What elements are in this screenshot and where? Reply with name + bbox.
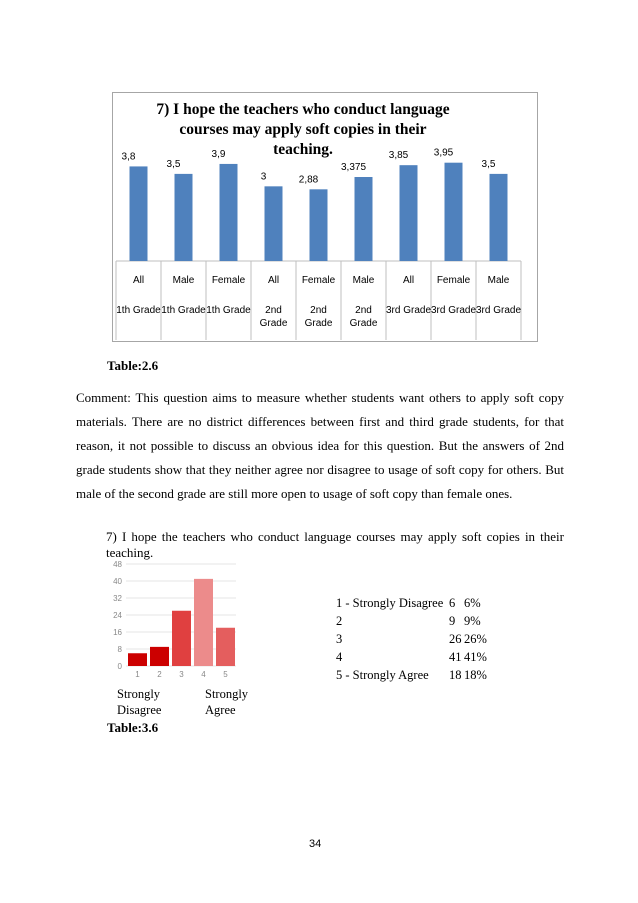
bar — [490, 174, 508, 261]
comment-line-1: Comment: This question aims to measure whether students want others to apply soft copy — [76, 390, 564, 405]
category-sub-label: Male — [487, 275, 510, 286]
category-sub-label: Female — [436, 275, 471, 286]
stat-count: 18 — [449, 668, 462, 682]
stat-percent: 18% — [464, 668, 487, 682]
bar-value-label: 3,5 — [166, 158, 181, 170]
category-group-label: 1th Grade — [206, 305, 251, 316]
chart-title-line-3: teaching. — [273, 141, 333, 158]
table-caption-2: Table:3.6 — [107, 720, 159, 735]
bar-value-label: 2,88 — [298, 174, 319, 186]
scale-label-right — [205, 686, 248, 718]
bar-value-label: 3,375 — [340, 162, 367, 173]
stat-label: 4 — [336, 650, 343, 664]
bar-value-label: 3,8 — [121, 151, 136, 163]
bar — [220, 164, 238, 261]
category-group-label: 2nd — [265, 305, 282, 316]
chart-title-line-2: courses may apply soft copies in their — [179, 121, 427, 138]
bar-value-label: 3 — [260, 171, 267, 183]
category-group-label: 2nd — [310, 305, 327, 316]
comment-line-4: grade students show that they neither agree nor disagree to usage of soft copy for others. But — [76, 462, 564, 477]
category-group-label: 2nd — [355, 305, 372, 316]
comment-line-5: male of the second grade are still more open to usage of soft copy than female ones. — [76, 486, 513, 501]
bar — [194, 579, 213, 666]
category-group-label: 1th Grade — [161, 305, 206, 316]
category-sub-label: Male — [352, 275, 375, 286]
bar — [172, 611, 191, 666]
category-group-label: Grade — [349, 318, 378, 329]
stat-percent: 9% — [464, 614, 481, 628]
comment-line-2: materials. There are no district differences between first and third grade students, for that — [76, 414, 564, 429]
table-caption-1: Table:2.6 — [107, 358, 159, 373]
question-line-2: teaching. — [106, 545, 154, 560]
category-group-label: Grade — [259, 318, 288, 329]
chart-title-line-1: 7) I hope the teachers who conduct language — [156, 101, 450, 118]
category-sub-label: All — [267, 275, 280, 286]
bar — [175, 174, 193, 261]
scale-left-line: Strongly — [117, 687, 161, 701]
bar — [400, 165, 418, 261]
bar — [216, 628, 235, 666]
category-sub-label: Male — [172, 275, 195, 286]
stat-label: 1 - Strongly Disagree — [336, 596, 444, 610]
y-tick-label: 48 — [113, 560, 122, 569]
scale-left-line: Disagree — [117, 703, 162, 717]
category-sub-label: Female — [301, 275, 336, 286]
category-group-label: Grade — [304, 318, 333, 329]
bar — [445, 163, 463, 261]
stat-label: 5 - Strongly Agree — [336, 668, 429, 682]
category-sub-label: All — [132, 275, 145, 286]
stat-count: 9 — [449, 614, 456, 628]
bar-value-label: 3,85 — [388, 150, 409, 162]
y-tick-label: 16 — [113, 628, 122, 637]
category-sub-label: All — [402, 275, 415, 286]
y-tick-label: 0 — [117, 662, 122, 671]
category-sub-label: Female — [211, 275, 246, 286]
bar-value-label: 3,95 — [433, 147, 454, 159]
category-group-label: 3rd Grade — [475, 305, 522, 316]
y-tick-label: 8 — [117, 645, 122, 654]
page-number: 34 — [309, 838, 322, 850]
bar — [355, 177, 373, 261]
response-bar-chart — [100, 558, 240, 682]
stat-count: 41 — [449, 650, 462, 664]
y-tick-label: 24 — [113, 611, 122, 620]
bar-value-label: 3,9 — [211, 148, 226, 160]
scale-right-line: Agree — [205, 703, 236, 717]
bar — [150, 647, 169, 666]
stat-label: 3 — [336, 632, 343, 646]
x-tick-label: 2 — [157, 670, 162, 679]
category-group-label: 3rd Grade — [430, 305, 477, 316]
stat-count: 26 — [449, 632, 462, 646]
category-group-label: 3rd Grade — [385, 305, 432, 316]
x-tick-label: 5 — [223, 670, 228, 679]
stat-percent: 6% — [464, 596, 481, 610]
x-tick-label: 3 — [179, 670, 184, 679]
bar — [128, 653, 147, 666]
stat-label: 2 — [336, 614, 343, 628]
scale-label-left — [117, 686, 161, 718]
grade-bar-chart-svg — [113, 93, 537, 341]
y-tick-label: 32 — [113, 594, 122, 603]
comment-line-3: reason, it not possible to discuss an obvious idea for this question. But the answers of 2nd — [76, 438, 564, 453]
bar — [130, 166, 148, 261]
stat-percent: 41% — [464, 650, 487, 664]
x-tick-label: 4 — [201, 670, 206, 679]
category-group-label: 1th Grade — [116, 305, 161, 316]
question-line-1: 7) I hope the teachers who conduct language courses may apply soft copies in their — [106, 529, 564, 544]
bar — [310, 189, 328, 261]
bar-value-label: 3,5 — [481, 158, 496, 170]
x-tick-label: 1 — [135, 670, 140, 679]
stat-percent: 26% — [464, 632, 487, 646]
grade-bar-chart — [112, 92, 538, 342]
bar — [265, 186, 283, 261]
scale-right-line: Strongly — [205, 687, 249, 701]
stat-count: 6 — [449, 596, 456, 610]
y-tick-label: 40 — [113, 577, 122, 586]
